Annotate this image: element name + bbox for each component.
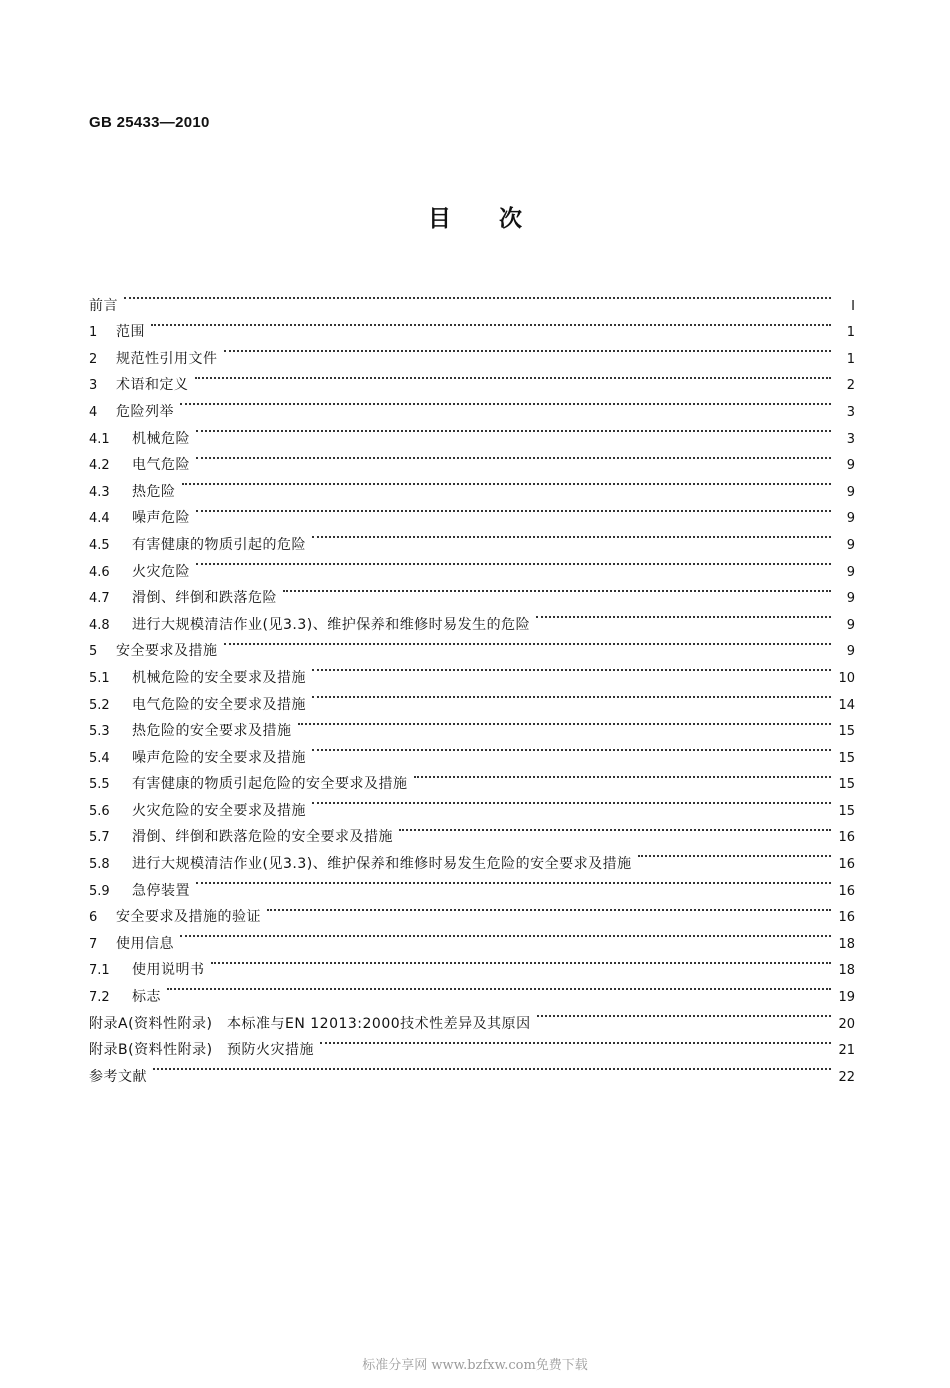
- toc-dot-leader: [196, 868, 831, 895]
- toc-entry-page: 15: [838, 777, 855, 793]
- toc-dot-leader: [180, 921, 831, 948]
- toc-entry-page: 14: [838, 697, 855, 713]
- toc-entry[interactable]: [89, 283, 855, 314]
- toc-dot-leader: [153, 1054, 831, 1081]
- toc-entry-page: 9: [846, 591, 855, 607]
- toc-entry-page: 9: [846, 458, 855, 474]
- toc-dot-leader: [182, 469, 832, 496]
- toc-entry-number: 5.6: [89, 803, 110, 819]
- toc-entry[interactable]: [89, 921, 855, 952]
- toc-dot-leader: [224, 336, 832, 363]
- toc-dot-leader: [267, 895, 831, 922]
- toc-entry-label: 规范性引用文件: [116, 350, 218, 367]
- toc-entry-page: 3: [846, 431, 855, 447]
- toc-entry-label: 进行大规模清洁作业(见3.3)、维护保养和维修时易发生的危险: [132, 616, 531, 633]
- toc-entry-page: 9: [846, 564, 855, 580]
- toc-entry-label: 使用信息: [116, 935, 174, 952]
- toc-entry-number: 3: [89, 378, 98, 394]
- toc-entry-label: 急停装置: [132, 882, 190, 899]
- toc-entry-label: 火灾危险的安全要求及措施: [132, 802, 306, 819]
- toc-entry[interactable]: [89, 363, 855, 394]
- toc-entry[interactable]: [89, 948, 855, 979]
- footer-watermark: 标准分享网 www.bzfxw.com免费下载: [362, 1358, 588, 1373]
- toc-entry-label: 范围: [116, 324, 145, 341]
- toc-dot-leader: [283, 576, 831, 603]
- toc-dot-leader: [167, 974, 831, 1001]
- toc-entry-number: 5.4: [89, 750, 110, 766]
- toc-entry-number: 5.8: [89, 857, 110, 873]
- toc-dot-leader: [298, 709, 832, 736]
- toc-entry-label: 滑倒、绊倒和跌落危险的安全要求及措施: [132, 829, 393, 846]
- toc-dot-leader: [124, 283, 831, 310]
- toc-entry-page: 10: [838, 670, 855, 686]
- toc-entry-number: 5.2: [89, 697, 110, 713]
- toc-entry-page: 9: [846, 484, 855, 500]
- toc-entry-label: 前言: [89, 297, 118, 314]
- toc-entry-number: 4.6: [89, 564, 110, 580]
- toc-entry-label: 术语和定义: [116, 377, 189, 394]
- toc-entry-label: 使用说明书: [132, 962, 205, 979]
- toc-entry-number: 5.9: [89, 883, 110, 899]
- toc-entry-label: 电气危险: [132, 457, 190, 474]
- toc-entry-number: 4.8: [89, 617, 110, 633]
- toc-entry-page: 9: [846, 617, 855, 633]
- toc-entry-page: 16: [838, 830, 855, 846]
- toc-dot-leader: [312, 682, 831, 709]
- toc-dot-leader: [196, 416, 831, 443]
- toc-entry-number: 1: [89, 325, 98, 341]
- toc-entry-page: 19: [838, 990, 855, 1006]
- toc-dot-leader: [399, 815, 831, 842]
- toc-dot-leader: [180, 389, 831, 416]
- toc-dot-leader: [414, 762, 832, 789]
- toc-entry-page: 16: [838, 910, 855, 926]
- toc-entry[interactable]: [89, 576, 855, 607]
- toc-dot-leader: [312, 735, 831, 762]
- toc-entry-number: 7.1: [89, 963, 110, 979]
- table-of-contents: [89, 283, 855, 1085]
- toc-entry-label: 安全要求及措施: [116, 643, 218, 660]
- toc-entry-page: 1: [846, 325, 855, 341]
- toc-entry-label: 机械危险的安全要求及措施: [132, 669, 306, 686]
- toc-entry-label: 标志: [132, 989, 161, 1006]
- toc-dot-leader: [151, 310, 831, 337]
- toc-entry-page: 9: [846, 537, 855, 553]
- toc-entry-number: 2: [89, 351, 98, 367]
- toc-entry-number: 4.7: [89, 591, 110, 607]
- toc-entry-number: 5: [89, 644, 98, 660]
- toc-entry[interactable]: [89, 496, 855, 527]
- toc-entry-label: 进行大规模清洁作业(见3.3)、维护保养和维修时易发生危险的安全要求及措施: [132, 856, 632, 873]
- toc-entry-number: 5.5: [89, 777, 110, 793]
- toc-entry-page: 9: [846, 511, 855, 527]
- toc-entry-label: 滑倒、绊倒和跌落危险: [132, 590, 277, 607]
- toc-entry-number: 4.3: [89, 484, 110, 500]
- toc-dot-leader: [196, 496, 831, 523]
- toc-entry-page: 15: [838, 803, 855, 819]
- toc-entry-number: 4.2: [89, 458, 110, 474]
- toc-entry-label: 热危险的安全要求及措施: [132, 723, 292, 740]
- toc-entry-number: 5.3: [89, 724, 110, 740]
- toc-entry[interactable]: [89, 310, 855, 341]
- toc-dot-leader: [312, 788, 831, 815]
- toc-entry-label: 危险列举: [116, 403, 174, 420]
- toc-entry[interactable]: [89, 868, 855, 899]
- toc-dot-leader: [196, 549, 831, 576]
- toc-entry-number: 4.1: [89, 431, 110, 447]
- toc-entry-label: 机械危险: [132, 430, 190, 447]
- toc-entry-page: 3: [846, 404, 855, 420]
- toc-entry-page: 18: [838, 936, 855, 952]
- toc-entry-page: 15: [838, 724, 855, 740]
- toc-dot-leader: [312, 522, 831, 549]
- toc-dot-leader: [537, 1001, 831, 1028]
- toc-entry-page: 21: [838, 1043, 855, 1059]
- toc-dot-leader: [224, 629, 832, 656]
- toc-entry-number: 5.1: [89, 670, 110, 686]
- toc-dot-leader: [195, 363, 832, 390]
- toc-entry[interactable]: [89, 336, 855, 367]
- toc-entry[interactable]: [89, 1001, 855, 1032]
- toc-entry-number: 7.2: [89, 990, 110, 1006]
- toc-entry-label: 噪声危险: [132, 510, 190, 527]
- toc-entry[interactable]: [89, 389, 855, 420]
- toc-entry-label: 热危险: [132, 483, 176, 500]
- toc-entry[interactable]: [89, 1054, 855, 1085]
- toc-dot-leader: [536, 602, 831, 629]
- toc-entry[interactable]: [89, 974, 855, 1006]
- toc-entry-label: 火灾危险: [132, 563, 190, 580]
- toc-entry-label: 有害健康的物质引起危险的安全要求及措施: [132, 776, 408, 793]
- toc-entry-label: 安全要求及措施的验证: [116, 909, 261, 926]
- toc-entry-label: 电气危险的安全要求及措施: [132, 696, 306, 713]
- toc-entry-label: 有害健康的物质引起的危险: [132, 536, 306, 553]
- toc-dot-leader: [196, 443, 831, 470]
- toc-entry-page: 15: [838, 750, 855, 766]
- toc-title: 目次: [428, 206, 570, 232]
- toc-entry-number: 4.5: [89, 537, 110, 553]
- toc-entry-number: 4.4: [89, 511, 110, 527]
- toc-entry[interactable]: [89, 522, 855, 553]
- toc-entry-number: 6: [89, 910, 98, 926]
- toc-entry-label: 附录B(资料性附录) 预防火灾措施: [89, 1042, 315, 1059]
- toc-entry[interactable]: [89, 443, 855, 474]
- toc-entry-page: 1: [846, 351, 855, 367]
- toc-entry-number: 7: [89, 936, 98, 952]
- toc-entry-page: 22: [838, 1069, 855, 1085]
- toc-entry[interactable]: [89, 549, 855, 580]
- toc-dot-leader: [320, 1028, 831, 1055]
- toc-dot-leader: [312, 655, 831, 682]
- toc-entry-page: 16: [838, 857, 855, 873]
- toc-entry-number: 5.7: [89, 830, 110, 846]
- toc-entry-page: 20: [838, 1016, 855, 1032]
- toc-entry-label: 参考文献: [89, 1068, 147, 1085]
- toc-entry-label: 附录A(资料性附录) 本标准与EN 12013:2000技术性差异及其原因: [89, 1015, 531, 1032]
- toc-dot-leader: [211, 948, 832, 975]
- standard-number: GB 25433—2010: [89, 114, 210, 131]
- toc-entry-number: 4: [89, 404, 98, 420]
- toc-entry-page: I: [851, 298, 855, 314]
- toc-entry-label: 噪声危险的安全要求及措施: [132, 749, 306, 766]
- toc-entry-page: 18: [838, 963, 855, 979]
- toc-entry-page: 9: [846, 644, 855, 660]
- toc-dot-leader: [638, 841, 831, 868]
- toc-entry[interactable]: [89, 895, 855, 926]
- toc-entry-page: 2: [846, 378, 855, 394]
- toc-entry-page: 16: [838, 883, 855, 899]
- toc-entry[interactable]: [89, 469, 855, 500]
- toc-entry[interactable]: [89, 416, 855, 447]
